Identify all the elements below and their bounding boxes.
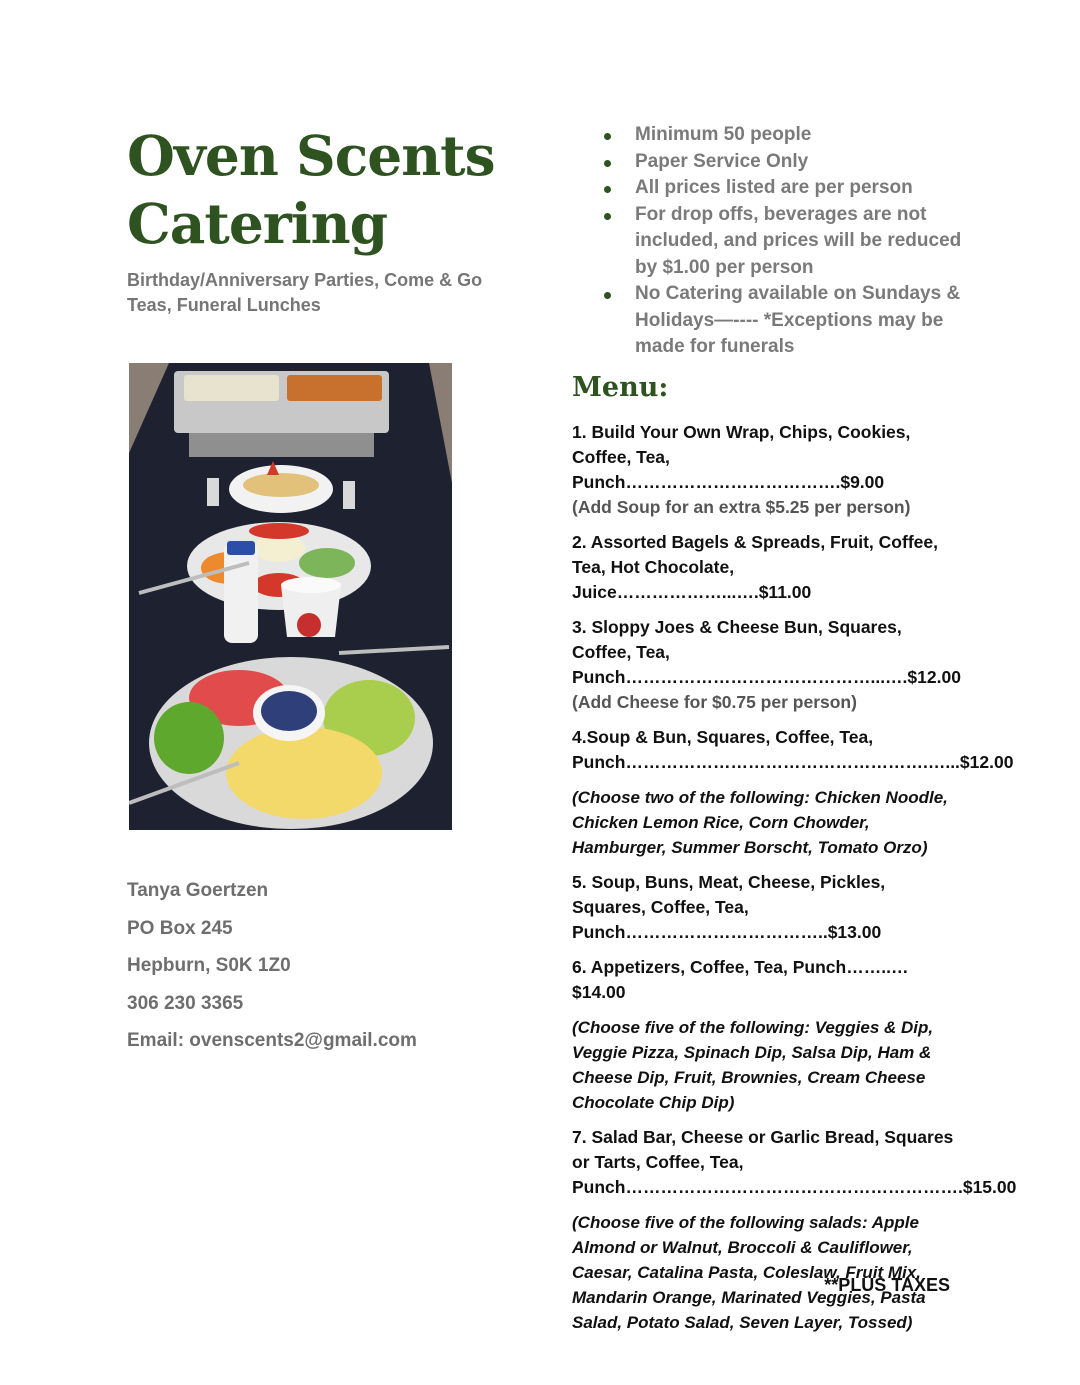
business-title: Oven Scents Catering <box>127 123 495 256</box>
menu-item-options: (Choose five of the following salads: Apple Almond or Walnut, Broccoli & Cauliflower, Caesar, Catalina Pasta, Coleslaw, Fruit Mix, Mandarin Orange, Marinated Veggies, Pasta Salad, Potato Salad, Seven Layer, Tossed) <box>572 1213 926 1332</box>
policy-note-text: Minimum 50 people <box>635 124 812 145</box>
contact-city: Hepburn, S0K 1Z0 <box>127 955 291 976</box>
food-table-illustration <box>129 363 452 830</box>
contact-po-box: PO Box 245 <box>127 917 233 939</box>
plus-taxes-note: **PLUS TAXES <box>824 1275 950 1295</box>
menu-item <box>572 725 1014 860</box>
menu-item <box>572 420 957 520</box>
menu-item-name: 3. Sloppy Joes & Cheese Bun, Squares, Coffee, Tea, Punch……………………………………...….$12.00 <box>572 617 961 687</box>
policy-note-text: For drop offs, beverages are not included, and prices will be reduced by $1.00 per person <box>635 203 962 278</box>
business-subtitle: Birthday/Anniversary Parties, Come & Go Teas, Funeral Lunches <box>127 270 483 315</box>
policy-note <box>603 281 963 361</box>
menu-item-note: (Add Soup for an extra $5.25 per person) <box>572 497 911 517</box>
policy-note-text: No Catering available on Sundays & Holidays—---- *Exceptions may be made for funerals <box>635 283 961 357</box>
menu-item-name: 2. Assorted Bagels & Spreads, Fruit, Coffee, Tea, Hot Chocolate, Juice………………...….$11.00 <box>572 532 938 602</box>
menu-list <box>572 420 1017 1345</box>
menu-item-name: 1. Build Your Own Wrap, Chips, Cookies, Coffee, Tea, Punch……………………………….$9.00 <box>572 422 911 492</box>
policy-note-text: Paper Service Only <box>635 150 809 172</box>
policy-note <box>603 175 963 202</box>
menu-item <box>572 870 957 945</box>
menu-item-name: 5. Soup, Buns, Meat, Cheese, Pickles, Squares, Coffee, Tea, Punch……………………………..$13.00 <box>572 872 886 942</box>
policy-notes <box>603 122 963 361</box>
menu-item-options: (Choose two of the following: Chicken Noodle, Chicken Lemon Rice, Corn Chowder, Hamburger, Summer Borscht, Tomato Orzo) <box>572 788 948 857</box>
contact-email: Email: ovenscents2@gmail.com <box>127 1030 417 1051</box>
contact-name: Tanya Goertzen <box>127 880 269 901</box>
policy-note <box>603 149 963 176</box>
menu-item <box>572 530 957 605</box>
contact-info <box>127 878 487 1066</box>
menu-item <box>572 955 957 1115</box>
contact-phone: 306 230 3365 <box>127 992 244 1014</box>
menu-item-name: 4.Soup & Bun, Squares, Coffee, Tea, Punch…………………………………………….…...$12.00 <box>572 727 1014 772</box>
catering-photo <box>129 363 452 830</box>
menu-item-name: 6. Appetizers, Coffee, Tea, Punch……..…$14.00 <box>572 957 909 1002</box>
policy-note-text: All prices listed are per person <box>635 177 913 198</box>
menu-item <box>572 1125 1017 1335</box>
menu-item-name: 7. Salad Bar, Cheese or Garlic Bread, Squares or Tarts, Coffee, Tea, Punch………………………………………………….$15.00 <box>572 1127 1017 1197</box>
menu-heading: Menu: <box>572 372 669 403</box>
bullet-icon <box>604 186 611 193</box>
bullet-icon <box>604 213 611 220</box>
policy-note <box>603 122 963 149</box>
policy-note <box>603 202 963 282</box>
bullet-icon <box>604 160 611 167</box>
menu-item-options: (Choose five of the following: Veggies & Dip, Veggie Pizza, Spinach Dip, Salsa Dip, Ham & Cheese Dip, Fruit, Brownies, Cream Cheese Chocolate Chip Dip) <box>572 1018 934 1112</box>
bullet-icon <box>604 292 611 299</box>
menu-item-note: (Add Cheese for $0.75 per person) <box>572 692 857 712</box>
bullet-icon <box>604 133 611 140</box>
menu-item <box>572 615 961 715</box>
